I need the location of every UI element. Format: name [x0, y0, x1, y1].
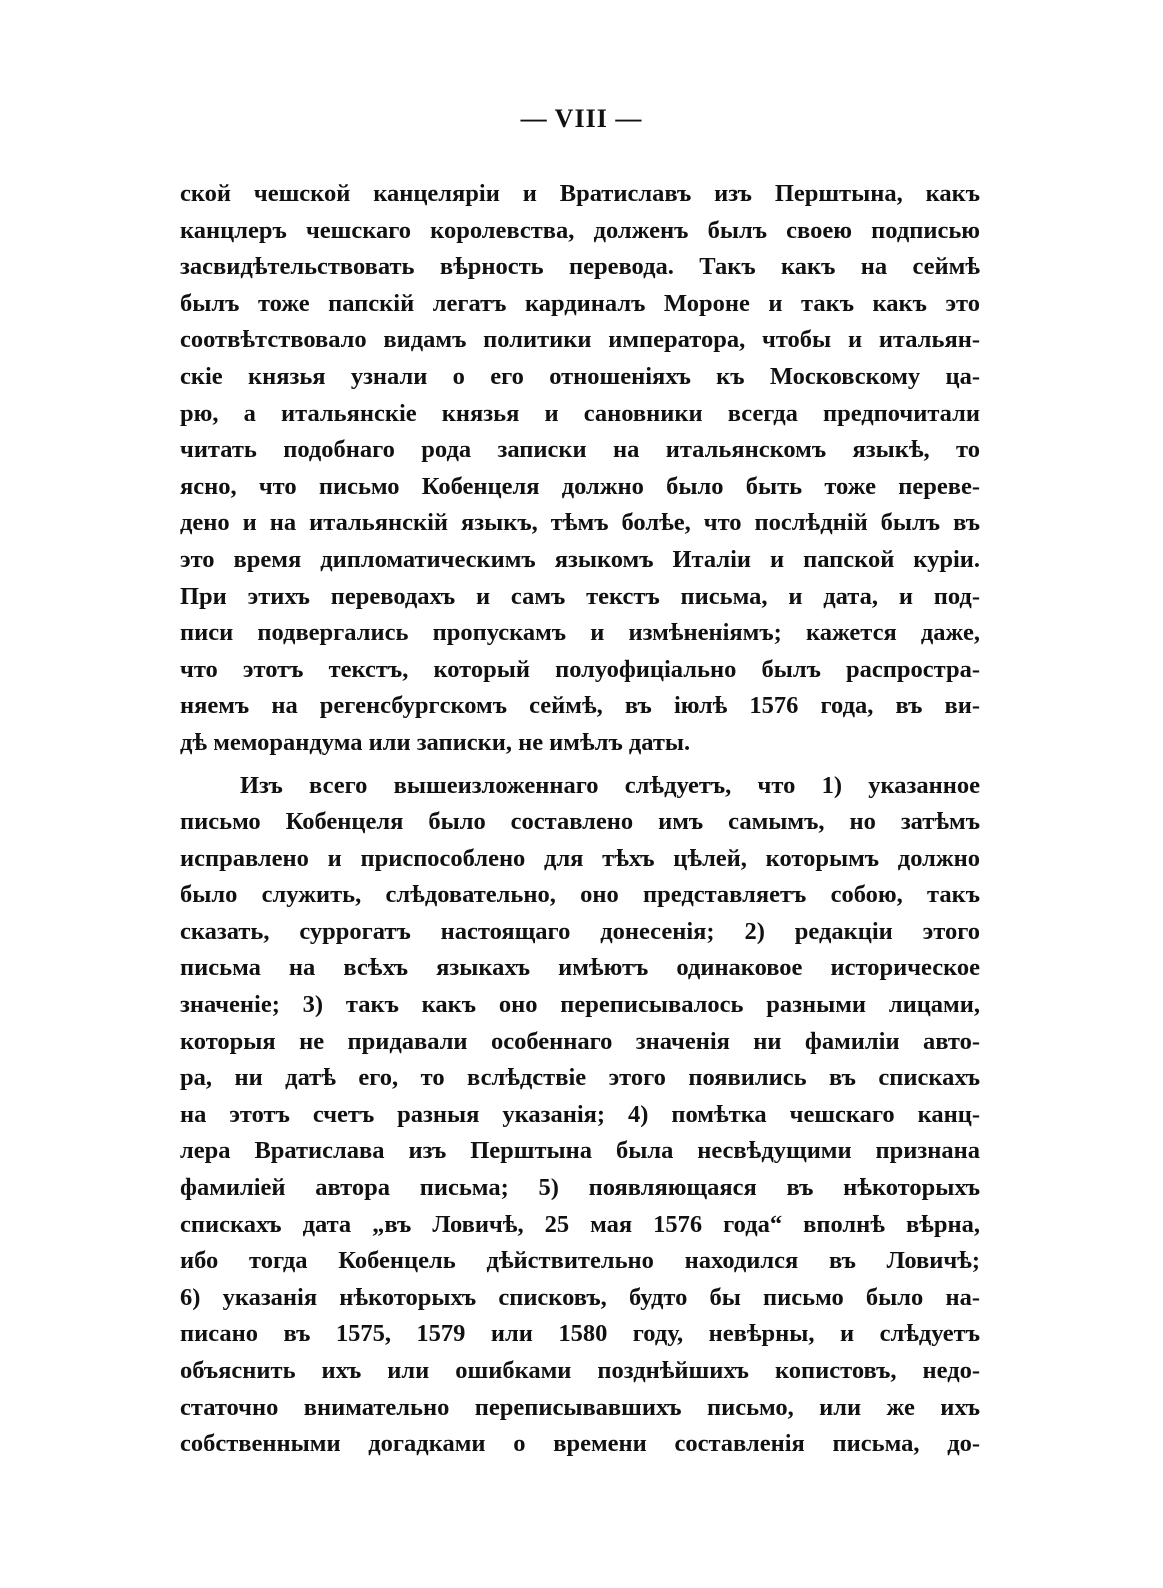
text-line: фамиліей автора письма; 5) появляющаяся въ нѣкоторыхъ — [180, 1174, 980, 1202]
text-line: засвидѣтельствовать вѣрность перевода. Такъ какъ на сеймѣ — [180, 253, 980, 281]
text-line: было служить, слѣдовательно, оно представляетъ собою, такъ — [180, 881, 980, 909]
text-line: Изъ всего вышеизложеннаго слѣдуетъ, что 1) указанное — [240, 771, 980, 799]
text-line: собственными догадками о времени составленія письма, до- — [180, 1430, 980, 1458]
text-line: дено и на итальянскій языкъ, тѣмъ болѣе, что послѣдній былъ въ — [180, 509, 980, 537]
text-line: ской чешской канцеляріи и Вратиславъ изъ Перштына, какъ — [180, 180, 980, 207]
text-line: спискахъ дата „въ Ловичѣ, 25 мая 1576 года“ вполнѣ вѣрна, — [180, 1210, 980, 1238]
text-line: что этотъ текстъ, который полуофиціально былъ распростра- — [180, 655, 980, 683]
paragraph-2 — [180, 768, 980, 1463]
text-line: письма на всѣхъ языкахъ имѣютъ одинаковое историческое — [180, 954, 980, 982]
text-line: читать подобнаго рода записки на итальянскомъ языкѣ, то — [180, 436, 980, 464]
body-text — [180, 176, 980, 1463]
text-line: писи подвергались пропускамъ и измѣненіямъ; кажется даже, — [180, 619, 980, 647]
text-line: письмо Кобенцеля было составлено имъ самымъ, но затѣмъ — [180, 808, 980, 836]
text-line: При этихъ переводахъ и самъ текстъ письма, и дата, и под- — [180, 582, 980, 610]
text-line: писано въ 1575, 1579 или 1580 году, невѣрны, и слѣдуетъ — [180, 1320, 980, 1348]
text-line: ясно, что письмо Кобенцеля должно было быть тоже переве- — [180, 472, 980, 500]
text-line: соотвѣтствовало видамъ политики императора, чтобы и итальян- — [180, 326, 980, 354]
text-line: ра, ни датѣ его, то вслѣдствіе этого появились въ спискахъ — [180, 1064, 980, 1092]
text-line: канцлеръ чешскаго королевства, долженъ былъ своею подписью — [180, 216, 980, 244]
text-line: сказать, суррогатъ настоящаго донесенія; 2) редакціи этого — [180, 917, 980, 945]
text-line: ибо тогда Кобенцель дѣйствительно находился въ Ловичѣ; — [180, 1247, 980, 1275]
text-line: статочно внимательно переписывавшихъ письмо, или же ихъ — [180, 1393, 980, 1421]
text-line: это время дипломатическимъ языкомъ Италіи и папской куріи. — [180, 545, 980, 573]
text-line: лера Вратислава изъ Перштына была несвѣдущими признана — [180, 1137, 980, 1165]
text-line: дѣ меморандума или записки, не имѣлъ даты. — [180, 728, 691, 756]
text-line: исправлено и приспособлено для тѣхъ цѣлей, которымъ должно — [180, 844, 980, 872]
text-line: былъ тоже папскій легатъ кардиналъ Мороне и такъ какъ это — [180, 289, 980, 317]
text-line: на этотъ счетъ разныя указанія; 4) помѣтка чешскаго канц- — [180, 1100, 980, 1128]
text-line: няемъ на регенсбургскомъ сеймѣ, въ іюлѣ 1576 года, въ ви- — [180, 692, 980, 720]
paragraph-1 — [180, 176, 980, 762]
text-line: объяснить ихъ или ошибками позднѣйшихъ копистовъ, недо- — [180, 1357, 980, 1384]
text-line: рю, а итальянскіе князья и сановники всегда предпочитали — [180, 399, 980, 427]
text-line: значеніе; 3) такъ какъ оно переписывалось разными лицами, — [180, 991, 980, 1019]
page-number: — VIII — — [520, 104, 643, 133]
text-line: которыя не придавали особеннаго значенія ни фамиліи авто- — [180, 1027, 980, 1055]
text-line: скіе князья узнали о его отношеніяхъ къ Московскому ца- — [180, 362, 980, 390]
text-line: 6) указанія нѣкоторыхъ списковъ, будто бы письмо было на- — [180, 1283, 980, 1311]
